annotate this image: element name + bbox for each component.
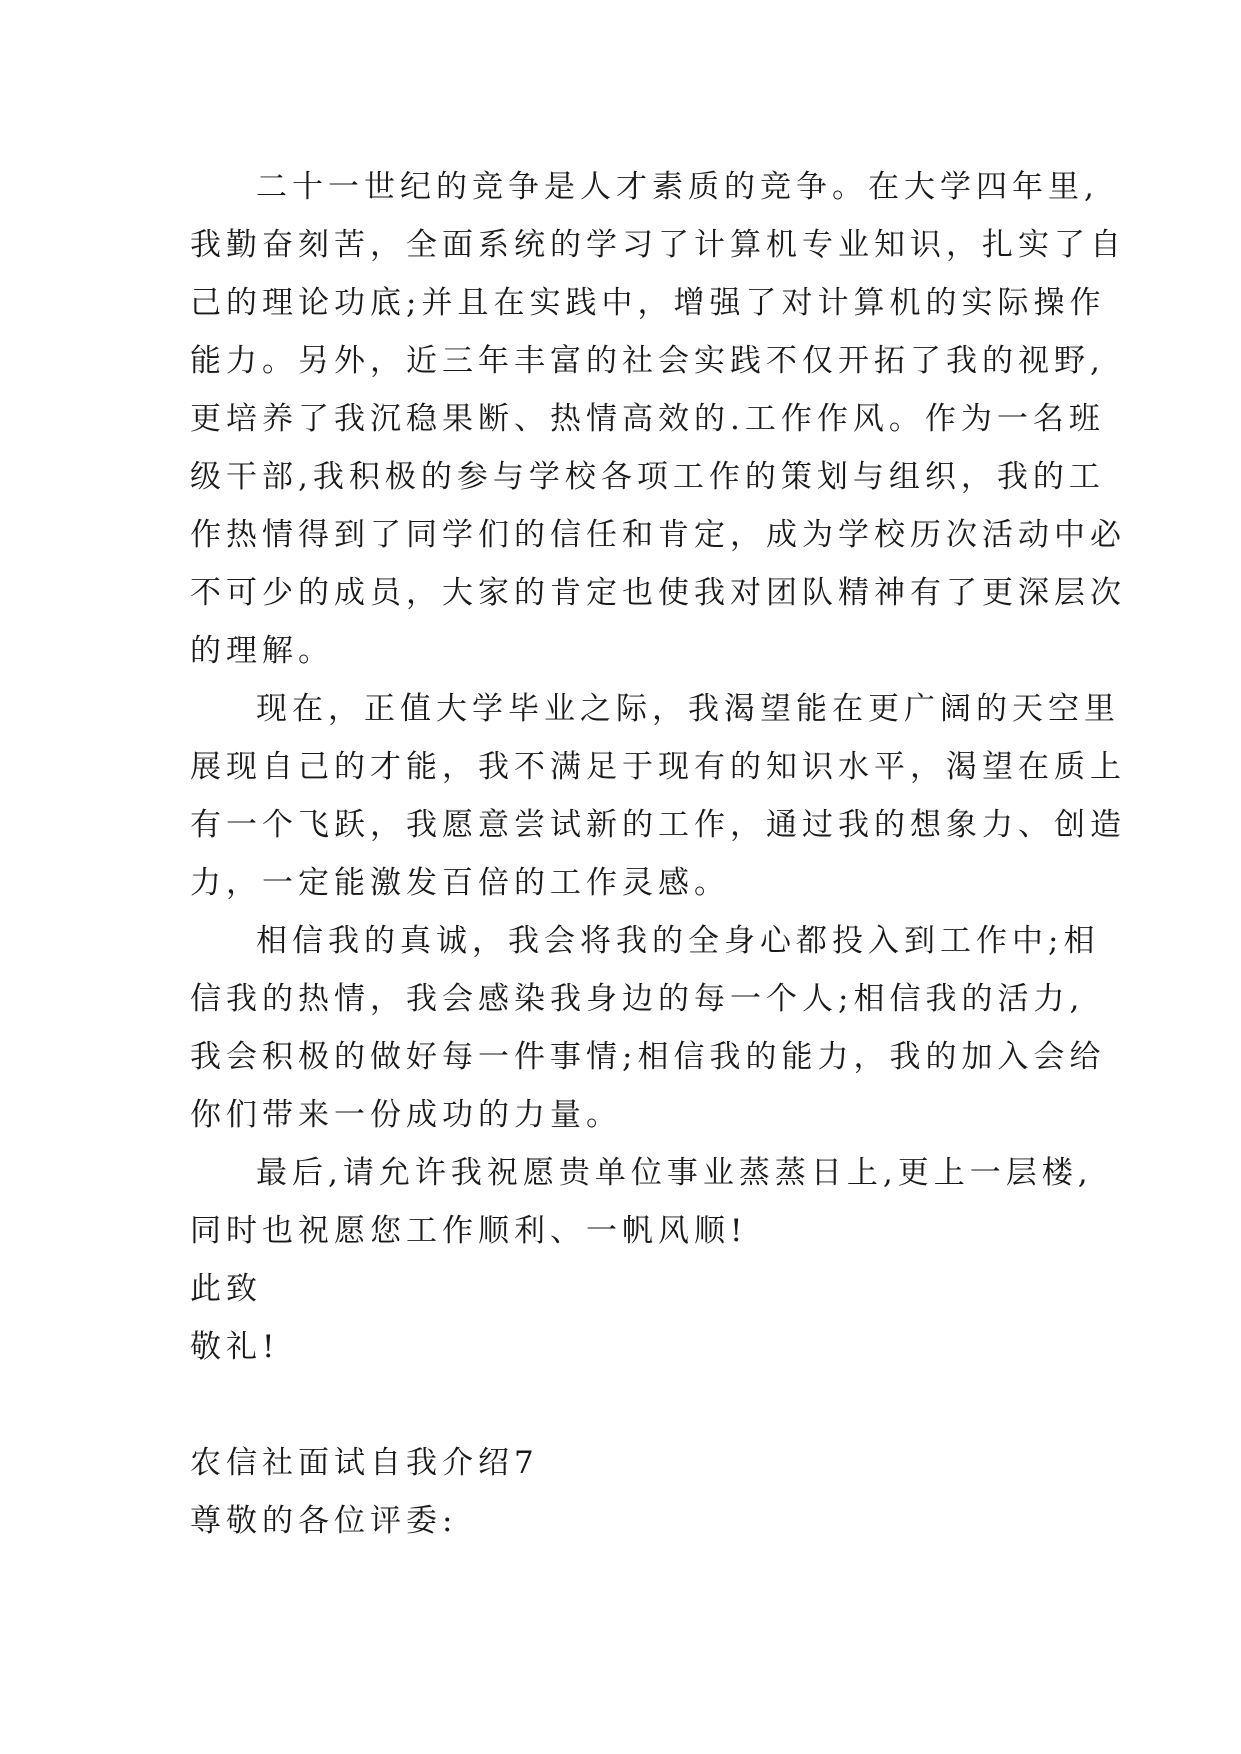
text-line: 同时也祝愿您工作顺利、一帆风顺!	[190, 1213, 748, 1249]
text-line: 信我的热情，我会感染我身边的每一个人;相信我的活力,	[190, 981, 1085, 1017]
text-line: 相信我的真诚，我会将我的全身心都投入到工作中;相	[256, 923, 1100, 959]
closing-salutation: 敬礼!	[190, 1329, 280, 1365]
text-line: 最后,请允许我祝愿贵单位事业蒸蒸日上,更上一层楼,	[256, 1155, 1093, 1191]
greeting-line: 尊敬的各位评委:	[190, 1503, 458, 1539]
text-line: 二十一世纪的竞争是人才素质的竞争。在大学四年里,	[256, 169, 1099, 205]
text-line: 展现自己的才能，我不满足于现有的知识水平，渴望在质上	[190, 749, 1126, 785]
text-line: 己的理论功底;并且在实践中，增强了对计算机的实际操作	[190, 285, 1106, 321]
text-line: 有一个飞跃，我愿意尝试新的工作，通过我的想象力、创造	[190, 807, 1126, 843]
text-line: 我会积极的做好每一件事情;相信我的能力，我的加入会给	[190, 1039, 1106, 1075]
text-line: 不可少的成员，大家的肯定也使我对团队精神有了更深层次	[190, 575, 1126, 611]
text-line: 我勤奋刻苦，全面系统的学习了计算机专业知识，扎实了自	[190, 227, 1126, 263]
text-line: 力，一定能激发百倍的工作灵感。	[190, 865, 730, 901]
text-line: 作热情得到了同学们的信任和肯定，成为学校历次活动中必	[190, 517, 1126, 553]
text-line: 的理解。	[190, 633, 334, 669]
text-line: 级干部,我积极的参与学校各项工作的策划与组织，我的工	[190, 459, 1105, 495]
text-line: 你们带来一份成功的力量。	[190, 1097, 622, 1133]
text-line: 更培养了我沉稳果断、热情高效的.工作作风。作为一名班	[190, 401, 1105, 437]
section-title: 农信社面试自我介绍7	[190, 1445, 539, 1481]
closing-line: 此致	[190, 1271, 262, 1307]
text-line: 能力。另外，近三年丰富的社会实践不仅开拓了我的视野,	[190, 343, 1105, 379]
text-line: 现在，正值大学毕业之际，我渴望能在更广阔的天空里	[256, 691, 1120, 727]
